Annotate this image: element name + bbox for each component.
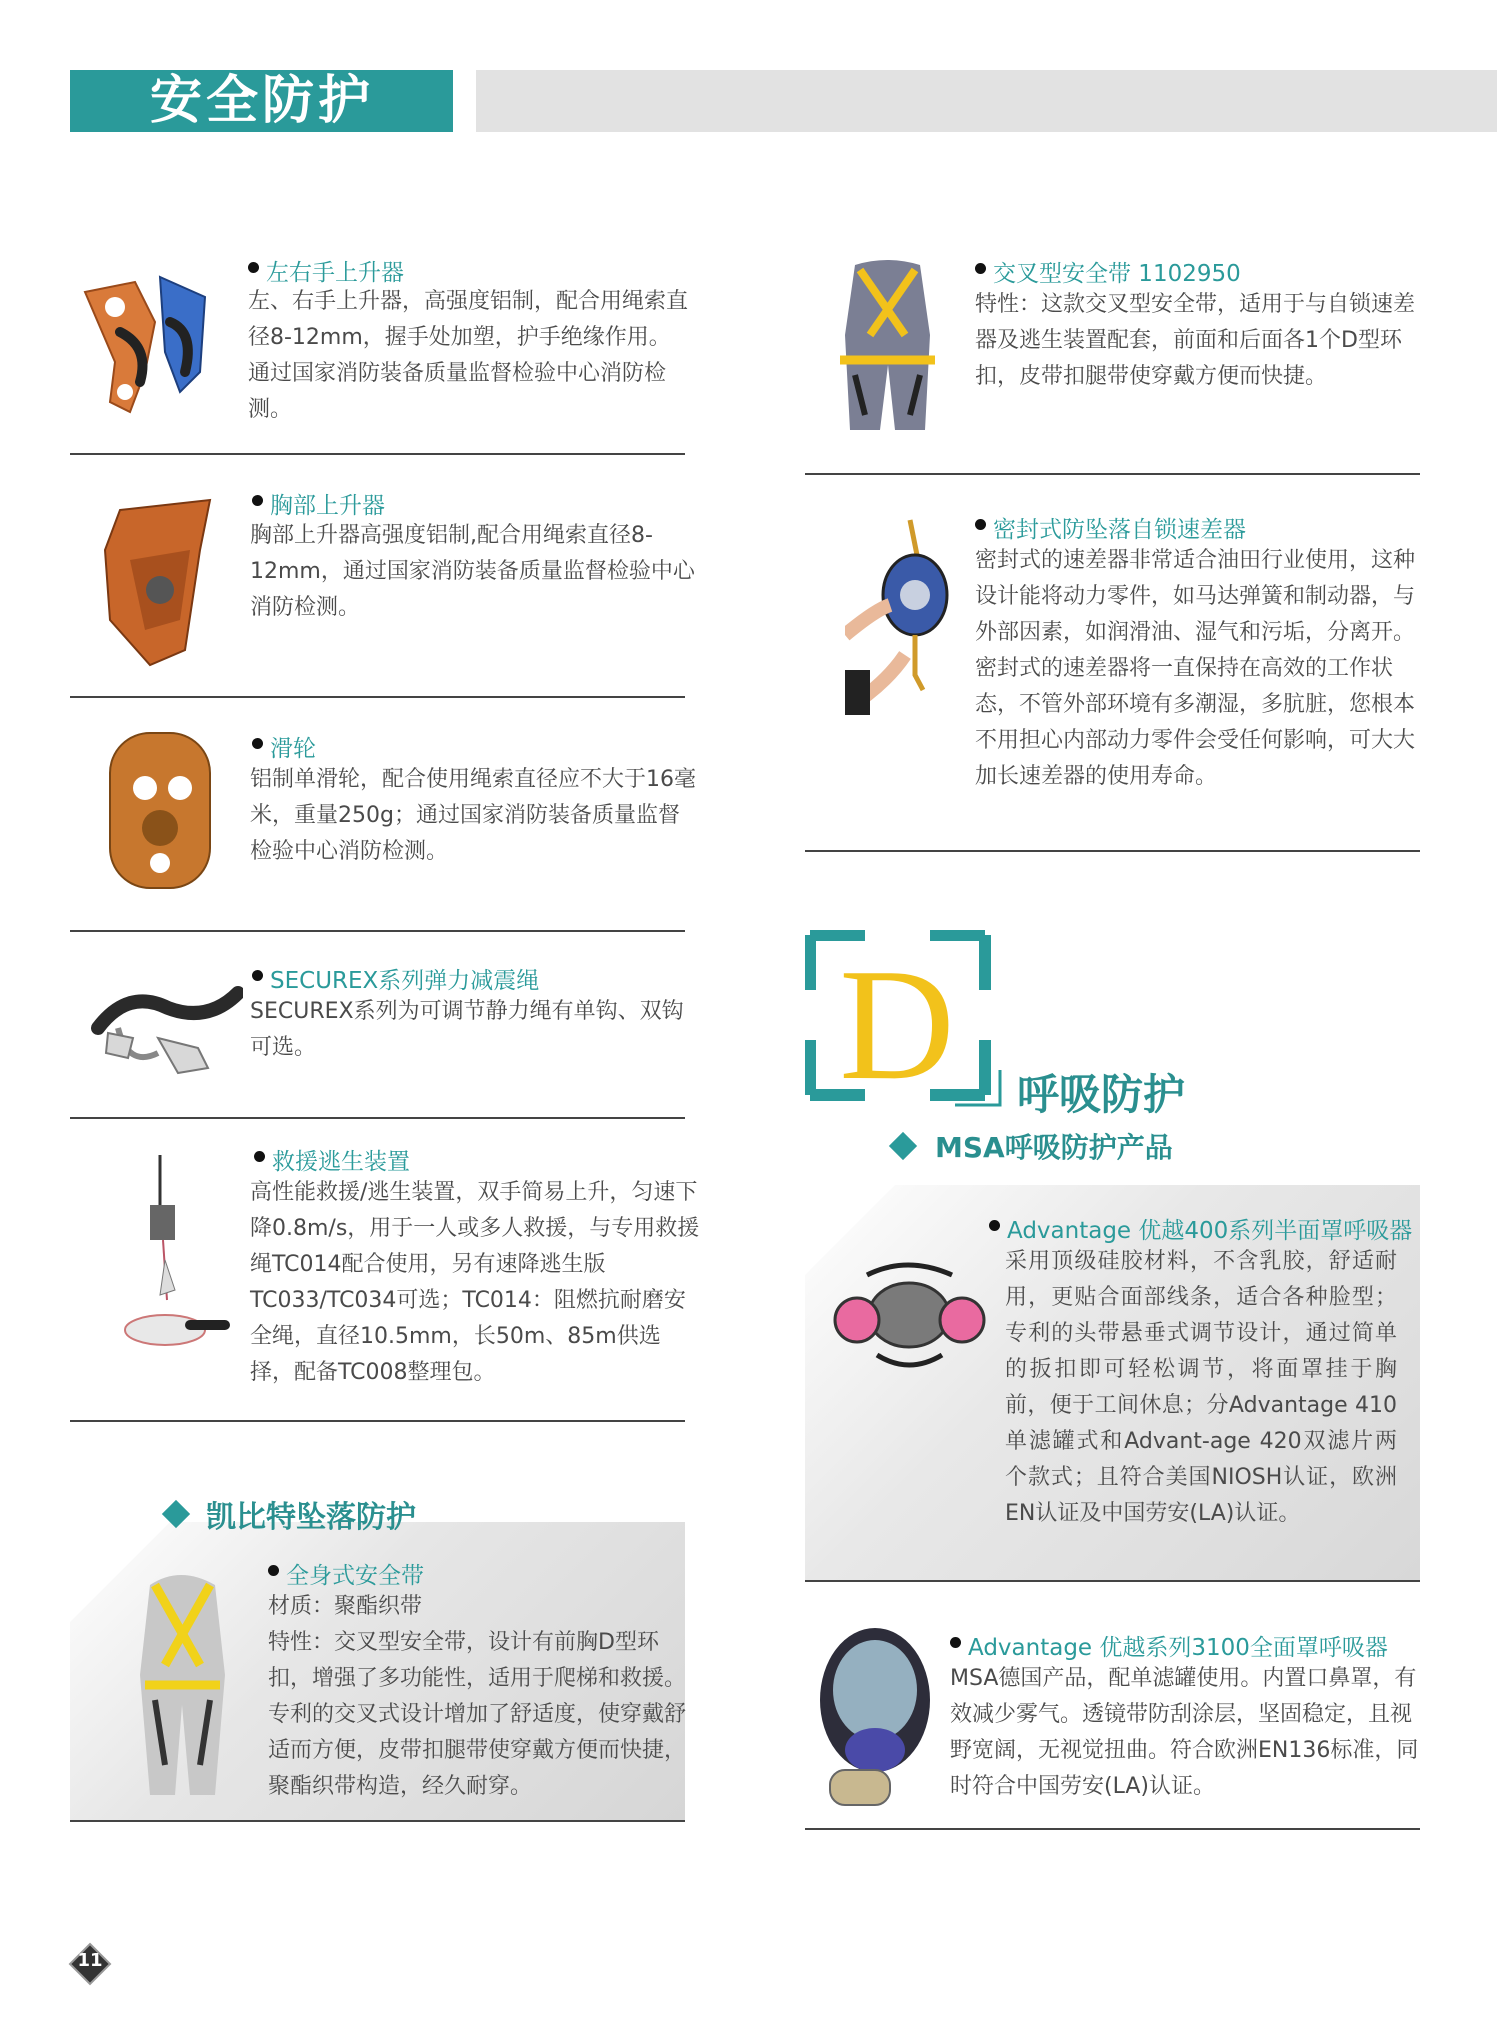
diamond-bullet-icon [889, 1132, 917, 1160]
product-name: Advantage 优越系列3100全面罩呼吸器 [968, 1629, 1388, 1662]
product-name: 交叉型安全带 1102950 [993, 255, 1241, 288]
divider [70, 1420, 685, 1422]
lanyard-image [88, 978, 243, 1078]
divider [70, 1820, 685, 1822]
section-heading-fall-protection: 凯比特坠落防护 [206, 1500, 416, 1535]
product-description: 特性：这款交叉型安全带，适用于与自锁速差器及逃生装置配套，前面和后面各1个D型环扣，皮带扣腿带使穿戴方便而快捷。 [975, 292, 1416, 389]
product-name: Advantage 优越400系列半面罩呼吸器 [1007, 1212, 1412, 1245]
divider [805, 473, 1420, 475]
msa-subheading: MSA呼吸防护产品 [935, 1131, 1173, 1164]
divider [70, 930, 685, 932]
header-gray-bar [476, 70, 1497, 132]
respiratory-title: 呼吸防护 [1017, 1070, 1186, 1119]
product-name: 胸部上升器 [270, 487, 385, 520]
full-face-respirator-image [810, 1620, 935, 1810]
divider [70, 453, 685, 455]
product-description: 铝制单滑轮，配合使用绳索直径应不大于16毫米，重量250g；通过国家消防装备质量监督检验中心消防检测。 [250, 767, 696, 864]
respiratory-section-badge [805, 930, 1005, 1110]
product-name: 滑轮 [270, 730, 316, 763]
page-number: 11 [77, 1950, 103, 1971]
divider [805, 850, 1420, 852]
product-name: 全身式安全带 [286, 1557, 424, 1590]
product-name: SECUREX系列弹力减震绳 [270, 962, 539, 995]
half-mask-respirator-image [827, 1255, 992, 1385]
product-description: 采用顶级硅胶材料，不含乳胶，舒适耐用，更贴合面部线条，适合各种脸型；专利的头带悬垂式调节设计，通过简单的扳扣即可轻松调节，将面罩挂于胸前，便于工间休息；分Advantage 410单滤罐式和Advant-age 420双滤片两个款式；且符合美国NIOSH认证，欧洲EN认证及中国劳安(LA)认证。 [1005, 1249, 1397, 1526]
product-description: SECUREX系列为可调节静力绳有单钩、双钩可选。 [250, 999, 684, 1060]
divider [70, 696, 685, 698]
self-retracting-lifeline-image [845, 515, 955, 715]
product-name: 救援逃生装置 [272, 1143, 410, 1176]
pulley-image [105, 728, 215, 893]
crossover-harness-image [830, 255, 945, 435]
divider [805, 1580, 1420, 1582]
product-name: 密封式防坠落自锁速差器 [993, 511, 1246, 544]
divider [70, 1117, 685, 1119]
rescue-device-image [115, 1150, 235, 1350]
product-description: 胸部上升器高强度铝制,配合用绳索直径8-12mm，通过国家消防装备质量监督检验中心消防检测。 [250, 523, 695, 620]
product-description: MSA德国产品，配单滤罐使用。内置口鼻罩，有效减少雾气。透镜带防刮涂层，坚固稳定，且视野宽阔，无视觉扭曲。符合欧洲EN136标准，同时符合中国劳安(LA)认证。 [950, 1666, 1419, 1799]
product-description: 材质：聚酯织带 特性：交叉型安全带，设计有前胸D型环扣，增强了多功能性，适用于爬梯和救援。专利的交叉式设计增加了舒适度，使穿戴舒适而方便，皮带扣腿带使穿戴方便而快捷，聚酯织带构造，经久耐穿。 [268, 1594, 687, 1799]
page-title: 安全防护 [149, 71, 374, 131]
chest-ascender-image [90, 490, 220, 670]
product-description: 高性能救援/逃生装置，双手简易上升，匀速下降0.8m/s，用于一人或多人救援，与专用救援绳TC014配合使用，另有速降逃生版TC033/TC034可选；TC014：阻燃抗耐磨安全绳，直径10.5mm，长50m、85m供选择，配备TC008整理包。 [250, 1180, 700, 1385]
badge-letter: D [839, 935, 955, 1110]
product-description: 密封式的速差器非常适合油田行业使用，这种设计能将动力零件，如马达弹簧和制动器，与外部因素，如润滑油、湿气和污垢，分离开。密封式的速差器将一直保持在高效的工作状态，不管外部环境有多潮湿，多肮脏，您根本不用担心内部动力零件会受任何影响，可大大加长速差器的使用寿命。 [975, 548, 1416, 789]
product-name: 左右手上升器 [266, 254, 404, 287]
product-description: 左、右手上升器，高强度铝制，配合用绳索直径8-12mm，握手处加塑，护手绝缘作用。通过国家消防装备质量监督检验中心消防检测。 [248, 289, 689, 422]
divider [805, 1828, 1420, 1830]
full-body-harness-image [130, 1565, 235, 1805]
hand-ascender-image [75, 262, 215, 422]
